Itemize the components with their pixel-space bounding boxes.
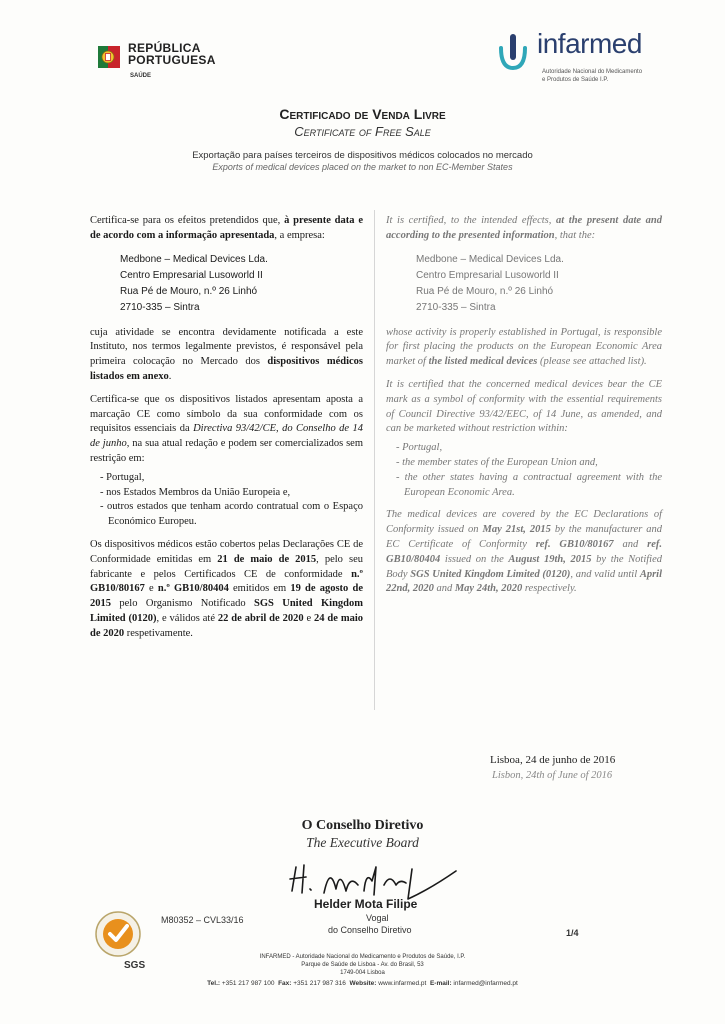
- certificate-title-en: Certificate of Free Sale: [294, 124, 431, 139]
- certificate-subtitle-pt: Exportação para países terceiros de dispositivos médicos colocados no mercado: [192, 150, 533, 161]
- intro-paragraph-en: It is certified, to the intended effects, at the present date and according to the presented information, that the:: [386, 215, 662, 241]
- infarmed-subtitle: Autoridade Nacional do Medicamento e Produtos de Saúde I.P.: [542, 69, 643, 83]
- sgs-label: SGS: [124, 960, 146, 971]
- certificate-title-pt: Certificado de Venda Livre: [279, 106, 446, 122]
- portuguese-column: [90, 214, 363, 650]
- infarmed-mark-icon: [497, 30, 529, 74]
- board-title-pt: O Conselho Diretivo: [301, 818, 424, 833]
- ministry-label: SAÚDE: [130, 73, 152, 79]
- page-number: 1/4: [566, 928, 579, 938]
- certificate-subtitle-en: Exports of medical devices placed on the market to non EC-Member States: [212, 162, 513, 172]
- footer-postcode: 1749-004 Lisboa: [340, 970, 385, 976]
- footer-phone: +351 217 987 100: [221, 980, 275, 987]
- markets-list-en: [396, 441, 662, 500]
- markets-list-pt: [100, 471, 363, 530]
- english-column: [386, 214, 662, 605]
- column-divider: [374, 210, 375, 710]
- list-item: - the other states having a contractual agreement with the European Economic Area.: [396, 471, 662, 498]
- republica-portuguesa-logo: [96, 40, 256, 90]
- list-item: - nos Estados Membros da União Europeia e,: [100, 486, 291, 498]
- republic-name: REPÚBLICA PORTUGUESA: [128, 41, 216, 67]
- issue-date-en: Lisbon, 24th of June of 2016: [492, 770, 613, 781]
- company-address-pt: Medbone – Medical Devices Lda. Centro Empresarial Lusoworld II Rua Pé de Mouro, n.º 26 Linhó 2710-335 – Sintra: [120, 253, 268, 313]
- intro-paragraph-pt: Certifica-se para os efeitos pretendidos que, à presente data e de acordo com a informação apresentada, a empresa:: [90, 215, 364, 241]
- declaration-paragraph-pt: Os dispositivos médicos estão cobertos pelas Declarações CE de Conformidade emitidas em 21 de maio de 2015, pelo seu fabricante e pelos Certificados CE de conformidade n.º GB10/80167 e n.º GB10/80404 emitidos em 19 de agosto de 2015 pelo Organismo Notificado SGS United Kingdom Limited (0120), e válidos até 22 de abril de 2020 e 24 de maio de 2020 respetivamente.: [90, 538, 363, 639]
- activity-paragraph-pt: cuja atividade se encontra devidamente notificada a este Instituto, nos termos legalmente previstos, é responsável pela primeira colocação no Mercado dos dispositivos médicos listados em anexo.: [90, 326, 363, 382]
- activity-paragraph-en: whose activity is properly established in Portugal, is responsible for first placing the products on the European Economic Area market of the listed medical devices (please see attached list).: [386, 326, 662, 368]
- signer-role-body: do Conselho Diretivo: [328, 925, 412, 935]
- list-item: - Portugal,: [100, 471, 145, 483]
- board-title-en: The Executive Board: [306, 835, 419, 850]
- infarmed-name: infarmed: [537, 28, 642, 59]
- footer-fax: +351 217 987 316: [293, 980, 346, 987]
- portugal-emblem-icon: [96, 42, 122, 72]
- list-item: - outros estados que tenham acordo contratual com o Espaço Económico Europeu.: [100, 501, 363, 528]
- footer-address: Parque de Saúde de Lisboa - Av. do Brasil, 53: [301, 962, 424, 968]
- declaration-paragraph-en: The medical devices are covered by the EC Declarations of Conformity issued on May 21st, 2015 by the manufacturer and EC Certificate of Conformity ref. GB10/80167 and ref. GB10/80404 issued on the August 19th, 2015 by the Notified Body SGS United Kingdom Limited (0120), and valid until April 22nd, 2020 and May 24th, 2020 respectively.: [386, 509, 663, 595]
- company-address-en: Medbone – Medical Devices Lda. Centro Empresarial Lusoworld II Rua Pé de Mouro, n.º 26 Linhó 2710-335 – Sintra: [416, 253, 564, 313]
- ce-paragraph-en: It is certified that the concerned medical devices bear the CE mark as a symbol of conformity with the essential requirements of Council Directive 93/42/EEC, of 14 June, as amended, and can be marketed without restriction within:: [386, 378, 662, 435]
- infarmed-logo: [497, 28, 677, 90]
- document-reference: M80352 – CVL33/16: [161, 915, 244, 925]
- signer-name: Helder Mota Filipe: [314, 897, 418, 911]
- footer-website-link[interactable]: www.infarmed.pt: [378, 980, 427, 987]
- issue-date-pt: Lisboa, 24 de junho de 2016: [490, 754, 616, 766]
- footer-org: INFARMED - Autoridade Nacional do Medicamento e Produtos de Saúde, I.P.: [259, 954, 466, 960]
- list-item: - the member states of the European Union and,: [396, 456, 598, 468]
- ce-paragraph-pt: Certifica-se que os dispositivos listados apresentam aposta a marcação CE como símbolo da sua conformidade com os requisitos essenciais da Directiva 93/42/CE, do Conselho de 14 de junho, na sua atual redação e podem ser comercializados sem restrição em:: [90, 393, 364, 464]
- list-item: - Portugal,: [396, 442, 443, 454]
- signer-role: Vogal: [366, 913, 389, 923]
- footer-email-link[interactable]: infarmed@infarmed.pt: [453, 980, 518, 987]
- footer-contacts: Tel.: +351 217 987 100 Fax: +351 217 987 316 Website: www.infarmed.pt E-mail: infarmed@infarmed.pt: [207, 980, 518, 987]
